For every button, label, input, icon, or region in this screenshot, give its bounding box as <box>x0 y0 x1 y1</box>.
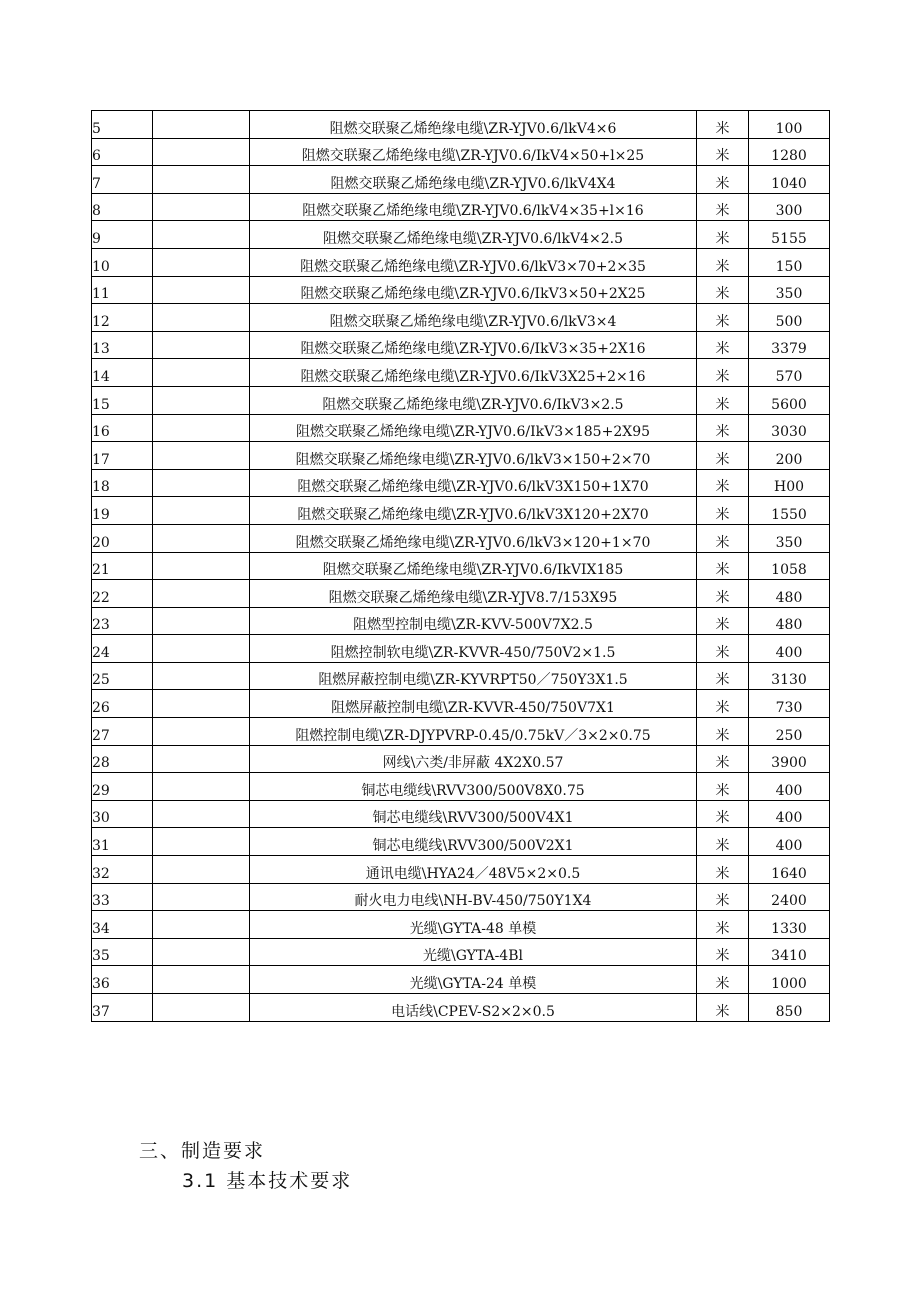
table-row <box>92 138 830 166</box>
row-item-name: 阻燃交联聚乙烯绝缘电缆\ZR-YJV0.6/IkVIX185 <box>250 552 697 580</box>
row-blank-cell <box>153 193 250 221</box>
table-row <box>92 111 830 139</box>
table-row <box>92 221 830 249</box>
row-item-name: 阻燃交联聚乙烯绝缘电缆\ZR-YJV0.6/lkV3X120+2X70 <box>250 497 697 525</box>
row-index: 30 <box>92 800 153 828</box>
row-quantity: 1640 <box>749 856 830 884</box>
table-row <box>92 718 830 746</box>
row-quantity: 400 <box>749 635 830 663</box>
row-quantity: 100 <box>749 111 830 139</box>
row-blank-cell <box>153 248 250 276</box>
row-item-name: 铜芯电缆线\RVV300/500V4X1 <box>250 800 697 828</box>
row-unit: 米 <box>697 386 749 414</box>
row-blank-cell <box>153 469 250 497</box>
table-row <box>92 248 830 276</box>
table-row <box>92 828 830 856</box>
table-row <box>92 773 830 801</box>
row-quantity: 300 <box>749 193 830 221</box>
row-quantity: H00 <box>749 469 830 497</box>
row-item-name: 阻燃控制软电缆\ZR-KVVR-450/750V2×1.5 <box>250 635 697 663</box>
row-blank-cell <box>153 304 250 332</box>
row-unit: 米 <box>697 883 749 911</box>
table-row <box>92 635 830 663</box>
table-row <box>92 856 830 884</box>
row-unit: 米 <box>697 635 749 663</box>
row-blank-cell <box>153 773 250 801</box>
row-quantity: 350 <box>749 524 830 552</box>
row-blank-cell <box>153 386 250 414</box>
row-index: 7 <box>92 166 153 194</box>
row-index: 21 <box>92 552 153 580</box>
row-blank-cell <box>153 911 250 939</box>
row-blank-cell <box>153 745 250 773</box>
row-quantity: 3030 <box>749 414 830 442</box>
row-item-name: 阻燃交联聚乙烯绝缘电缆\ZR-YJV0.6/IkV3×2.5 <box>250 386 697 414</box>
row-item-name: 电话线\CPEV-S2×2×0.5 <box>250 994 697 1022</box>
row-item-name: 阻燃控制电缆\ZR-DJYPVRP-0.45/0.75kV／3×2×0.75 <box>250 718 697 746</box>
row-unit: 米 <box>697 580 749 608</box>
row-index: 28 <box>92 745 153 773</box>
table-row <box>92 166 830 194</box>
row-index: 23 <box>92 607 153 635</box>
row-blank-cell <box>153 938 250 966</box>
row-unit: 米 <box>697 469 749 497</box>
row-unit: 米 <box>697 662 749 690</box>
row-item-name: 阻燃屏蔽控制电缆\ZR-KYVRPT50／750Y3X1.5 <box>250 662 697 690</box>
row-index: 16 <box>92 414 153 442</box>
row-item-name: 阻燃交联聚乙烯绝缘电缆\ZR-YJV0.6/IkV3×35+2X16 <box>250 331 697 359</box>
row-unit: 米 <box>697 138 749 166</box>
row-unit: 米 <box>697 414 749 442</box>
row-quantity: 850 <box>749 994 830 1022</box>
row-item-name: 耐火电力电线\NH-BV-450/750Y1X4 <box>250 883 697 911</box>
row-unit: 米 <box>697 497 749 525</box>
row-blank-cell <box>153 138 250 166</box>
table-row <box>92 442 830 470</box>
row-quantity: 1040 <box>749 166 830 194</box>
row-quantity: 1330 <box>749 911 830 939</box>
row-item-name: 阻燃型控制电缆\ZR-KVV-500V7X2.5 <box>250 607 697 635</box>
row-item-name: 光缆\GYTA-48 单模 <box>250 911 697 939</box>
row-blank-cell <box>153 690 250 718</box>
row-unit: 米 <box>697 359 749 387</box>
subsection-heading: 3.1 基本技术要求 <box>182 1170 353 1192</box>
row-item-name: 通讯电缆\HYA24／48V5×2×0.5 <box>250 856 697 884</box>
row-blank-cell <box>153 111 250 139</box>
row-blank-cell <box>153 856 250 884</box>
row-unit: 米 <box>697 966 749 994</box>
table-row <box>92 994 830 1022</box>
row-index: 11 <box>92 276 153 304</box>
table-row <box>92 580 830 608</box>
table-row <box>92 690 830 718</box>
row-item-name: 阻燃交联聚乙烯绝缘电缆\ZR-YJV0.6/IkV3×50+2X25 <box>250 276 697 304</box>
row-index: 6 <box>92 138 153 166</box>
table-row <box>92 386 830 414</box>
row-unit: 米 <box>697 304 749 332</box>
row-quantity: 200 <box>749 442 830 470</box>
row-blank-cell <box>153 414 250 442</box>
row-blank-cell <box>153 828 250 856</box>
row-quantity: 500 <box>749 304 830 332</box>
section-heading: 三、制造要求 <box>139 1140 266 1162</box>
row-unit: 米 <box>697 773 749 801</box>
row-item-name: 阻燃交联聚乙烯绝缘电缆\ZR-YJV0.6/lkV3×70+2×35 <box>250 248 697 276</box>
table-row <box>92 331 830 359</box>
row-index: 10 <box>92 248 153 276</box>
row-quantity: 400 <box>749 800 830 828</box>
row-unit: 米 <box>697 800 749 828</box>
row-blank-cell <box>153 166 250 194</box>
row-index: 31 <box>92 828 153 856</box>
row-index: 22 <box>92 580 153 608</box>
row-index: 34 <box>92 911 153 939</box>
row-item-name: 光缆\GYTA-24 单模 <box>250 966 697 994</box>
row-unit: 米 <box>697 938 749 966</box>
table-row <box>92 524 830 552</box>
row-quantity: 1550 <box>749 497 830 525</box>
row-blank-cell <box>153 359 250 387</box>
row-item-name: 铜芯电缆线\RVV300/500V2X1 <box>250 828 697 856</box>
row-quantity: 1280 <box>749 138 830 166</box>
row-index: 33 <box>92 883 153 911</box>
row-blank-cell <box>153 718 250 746</box>
row-blank-cell <box>153 524 250 552</box>
row-blank-cell <box>153 276 250 304</box>
row-unit: 米 <box>697 524 749 552</box>
row-index: 9 <box>92 221 153 249</box>
row-index: 26 <box>92 690 153 718</box>
row-unit: 米 <box>697 442 749 470</box>
row-item-name: 阻燃交联聚乙烯绝缘电缆\ZR-YJV0.6/lkV4×35+l×16 <box>250 193 697 221</box>
row-blank-cell <box>153 442 250 470</box>
row-quantity: 1058 <box>749 552 830 580</box>
row-unit: 米 <box>697 276 749 304</box>
row-quantity: 3379 <box>749 331 830 359</box>
row-blank-cell <box>153 883 250 911</box>
row-blank-cell <box>153 580 250 608</box>
table-body <box>92 111 830 1022</box>
row-index: 17 <box>92 442 153 470</box>
row-unit: 米 <box>697 718 749 746</box>
row-unit: 米 <box>697 994 749 1022</box>
row-index: 25 <box>92 662 153 690</box>
row-unit: 米 <box>697 828 749 856</box>
row-quantity: 400 <box>749 828 830 856</box>
row-index: 37 <box>92 994 153 1022</box>
row-unit: 米 <box>697 607 749 635</box>
row-item-name: 光缆\GYTA-4Bl <box>250 938 697 966</box>
row-index: 18 <box>92 469 153 497</box>
row-item-name: 铜芯电缆线\RVV300/500V8X0.75 <box>250 773 697 801</box>
row-blank-cell <box>153 552 250 580</box>
row-index: 12 <box>92 304 153 332</box>
table-row <box>92 276 830 304</box>
row-item-name: 阻燃屏蔽控制电缆\ZR-KVVR-450/750V7X1 <box>250 690 697 718</box>
table-row <box>92 497 830 525</box>
row-blank-cell <box>153 994 250 1022</box>
row-unit: 米 <box>697 911 749 939</box>
table-row <box>92 911 830 939</box>
table-row <box>92 938 830 966</box>
row-item-name: 阻燃交联聚乙烯绝缘电缆\ZR-YJV0.6/lkV4X4 <box>250 166 697 194</box>
row-blank-cell <box>153 966 250 994</box>
row-item-name: 阻燃交联聚乙烯绝缘电缆\ZR-YJV0.6/IkV4×50+l×25 <box>250 138 697 166</box>
table-row <box>92 966 830 994</box>
row-unit: 米 <box>697 745 749 773</box>
table-row <box>92 607 830 635</box>
row-index: 24 <box>92 635 153 663</box>
row-item-name: 阻燃交联聚乙烯绝缘电缆\ZR-YJV0.6/IkV3×185+2X95 <box>250 414 697 442</box>
row-blank-cell <box>153 800 250 828</box>
row-index: 36 <box>92 966 153 994</box>
row-unit: 米 <box>697 248 749 276</box>
row-index: 5 <box>92 111 153 139</box>
row-blank-cell <box>153 221 250 249</box>
row-quantity: 250 <box>749 718 830 746</box>
table-row <box>92 745 830 773</box>
row-quantity: 3900 <box>749 745 830 773</box>
row-quantity: 3410 <box>749 938 830 966</box>
row-item-name: 阻燃交联聚乙烯绝缘电缆\ZR-YJV0.6/lkV3×150+2×70 <box>250 442 697 470</box>
table-row <box>92 414 830 442</box>
row-quantity: 5155 <box>749 221 830 249</box>
row-index: 14 <box>92 359 153 387</box>
row-index: 13 <box>92 331 153 359</box>
row-quantity: 400 <box>749 773 830 801</box>
row-index: 20 <box>92 524 153 552</box>
table-row <box>92 469 830 497</box>
table-row <box>92 304 830 332</box>
row-quantity: 1000 <box>749 966 830 994</box>
row-item-name: 阻燃交联聚乙烯绝缘电缆\ZR-YJV8.7/153X95 <box>250 580 697 608</box>
row-item-name: 阻燃交联聚乙烯绝缘电缆\ZR-YJV0.6/lkV3×120+1×70 <box>250 524 697 552</box>
row-quantity: 480 <box>749 580 830 608</box>
table-row <box>92 552 830 580</box>
row-quantity: 480 <box>749 607 830 635</box>
row-quantity: 570 <box>749 359 830 387</box>
row-unit: 米 <box>697 166 749 194</box>
row-index: 35 <box>92 938 153 966</box>
cable-spec-table <box>91 110 830 1022</box>
row-unit: 米 <box>697 690 749 718</box>
row-quantity: 150 <box>749 248 830 276</box>
row-item-name: 网线\六类/非屏蔽 4X2X0.57 <box>250 745 697 773</box>
row-unit: 米 <box>697 856 749 884</box>
row-item-name: 阻燃交联聚乙烯绝缘电缆\ZR-YJV0.6/IkV3X25+2×16 <box>250 359 697 387</box>
table-row <box>92 662 830 690</box>
row-quantity: 3130 <box>749 662 830 690</box>
row-quantity: 5600 <box>749 386 830 414</box>
row-unit: 米 <box>697 331 749 359</box>
table-row <box>92 883 830 911</box>
row-unit: 米 <box>697 552 749 580</box>
row-index: 29 <box>92 773 153 801</box>
row-blank-cell <box>153 635 250 663</box>
row-item-name: 阻燃交联聚乙烯绝缘电缆\ZR-YJV0.6/lkV3×4 <box>250 304 697 332</box>
row-blank-cell <box>153 662 250 690</box>
row-index: 19 <box>92 497 153 525</box>
table-row <box>92 800 830 828</box>
row-unit: 米 <box>697 221 749 249</box>
row-item-name: 阻燃交联聚乙烯绝缘电缆\ZR-YJV0.6/lkV4×6 <box>250 111 697 139</box>
row-quantity: 730 <box>749 690 830 718</box>
row-quantity: 350 <box>749 276 830 304</box>
table-row <box>92 359 830 387</box>
row-unit: 米 <box>697 193 749 221</box>
row-index: 8 <box>92 193 153 221</box>
row-item-name: 阻燃交联聚乙烯绝缘电缆\ZR-YJV0.6/lkV4×2.5 <box>250 221 697 249</box>
row-unit: 米 <box>697 111 749 139</box>
row-index: 27 <box>92 718 153 746</box>
row-index: 15 <box>92 386 153 414</box>
row-item-name: 阻燃交联聚乙烯绝缘电缆\ZR-YJV0.6/lkV3X150+1X70 <box>250 469 697 497</box>
row-blank-cell <box>153 497 250 525</box>
row-blank-cell <box>153 607 250 635</box>
row-index: 32 <box>92 856 153 884</box>
row-quantity: 2400 <box>749 883 830 911</box>
row-blank-cell <box>153 331 250 359</box>
table-row <box>92 193 830 221</box>
